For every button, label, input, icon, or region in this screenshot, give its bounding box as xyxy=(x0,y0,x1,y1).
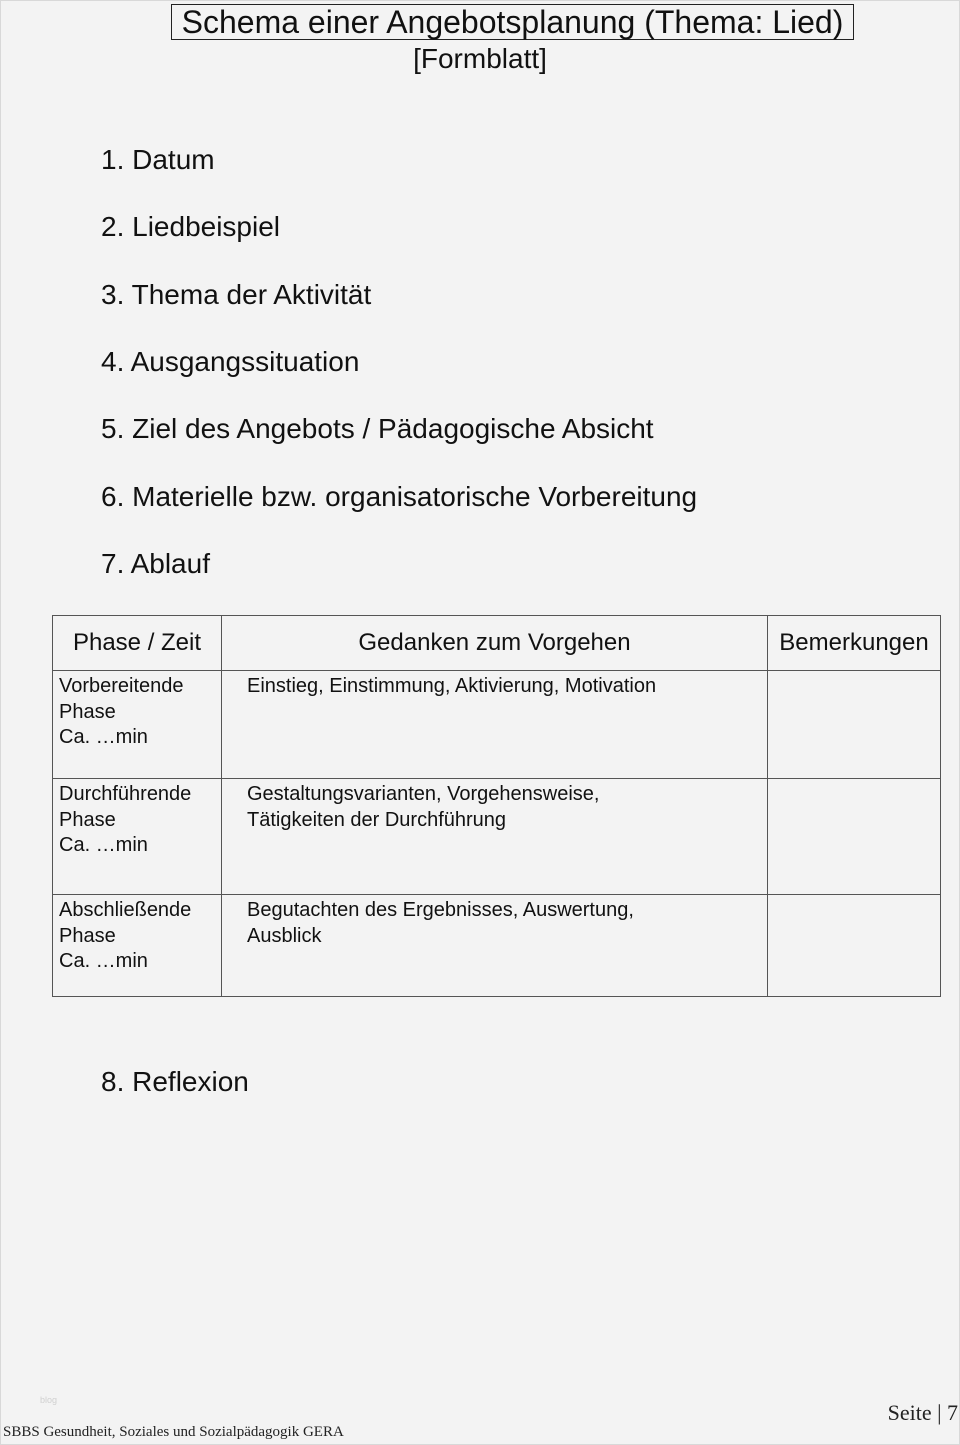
page-number: Seite | 7 xyxy=(887,1400,958,1425)
header-bemerkungen: Bemerkungen xyxy=(768,616,941,671)
item-ausgangssituation: 4. Ausgangssituation xyxy=(101,346,360,377)
phase-cell xyxy=(53,895,222,997)
header-phase-zeit: Phase / Zeit xyxy=(53,616,222,671)
gedanken-cell xyxy=(222,671,768,779)
phase-label: Phase xyxy=(59,700,116,723)
table-row xyxy=(53,895,941,997)
gedanken-text: Tätigkeiten der Durchführung xyxy=(247,808,507,831)
phase-name: Vorbereitende xyxy=(59,675,184,697)
document-title: Schema einer Angebotsplanung (Thema: Lied) xyxy=(171,4,854,40)
document-subtitle: [Formblatt] xyxy=(413,43,547,74)
phase-duration: Ca. …min xyxy=(59,950,148,972)
footer-institution: SBBS Gesundheit, Soziales und Sozialpädagogik GERA xyxy=(3,1424,344,1440)
gedanken-text: Ausblick xyxy=(247,924,322,947)
table-row xyxy=(53,671,941,779)
table-row xyxy=(53,779,941,895)
table-header-row xyxy=(53,616,941,671)
phase-name: Abschließende xyxy=(59,899,192,921)
gedanken-cell xyxy=(222,895,768,997)
item-vorbereitung: 6. Materielle bzw. organisatorische Vorbereitung xyxy=(101,481,698,512)
item-liedbeispiel: 2. Liedbeispiel xyxy=(101,211,281,242)
phase-duration: Ca. …min xyxy=(59,726,148,748)
bemerkungen-cell xyxy=(768,895,941,997)
item-ablauf: 7. Ablauf xyxy=(101,548,210,579)
phase-cell xyxy=(53,779,222,895)
bemerkungen-cell xyxy=(768,671,941,779)
phase-cell xyxy=(53,671,222,779)
bemerkungen-cell xyxy=(768,779,941,895)
item-datum: 1. Datum xyxy=(101,144,215,175)
item-thema: 3. Thema der Aktivität xyxy=(101,279,372,310)
phase-duration: Ca. …min xyxy=(59,834,148,856)
phase-label: Phase xyxy=(59,808,116,831)
item-reflexion: 8. Reflexion xyxy=(101,1066,249,1097)
watermark-text: blog xyxy=(40,1395,58,1405)
phase-name: Durchführende xyxy=(59,783,192,805)
gedanken-text: Einstieg, Einstimmung, Aktivierung, Motivation xyxy=(247,675,657,697)
header-gedanken: Gedanken zum Vorgehen xyxy=(222,616,768,671)
gedanken-text: Gestaltungsvarianten, Vorgehensweise, xyxy=(247,783,600,805)
ablauf-table xyxy=(52,615,941,997)
gedanken-text: Begutachten des Ergebnisses, Auswertung, xyxy=(247,899,634,921)
item-ziel: 5. Ziel des Angebots / Pädagogische Absicht xyxy=(101,413,654,444)
gedanken-cell xyxy=(222,779,768,895)
phase-label: Phase xyxy=(59,924,116,947)
